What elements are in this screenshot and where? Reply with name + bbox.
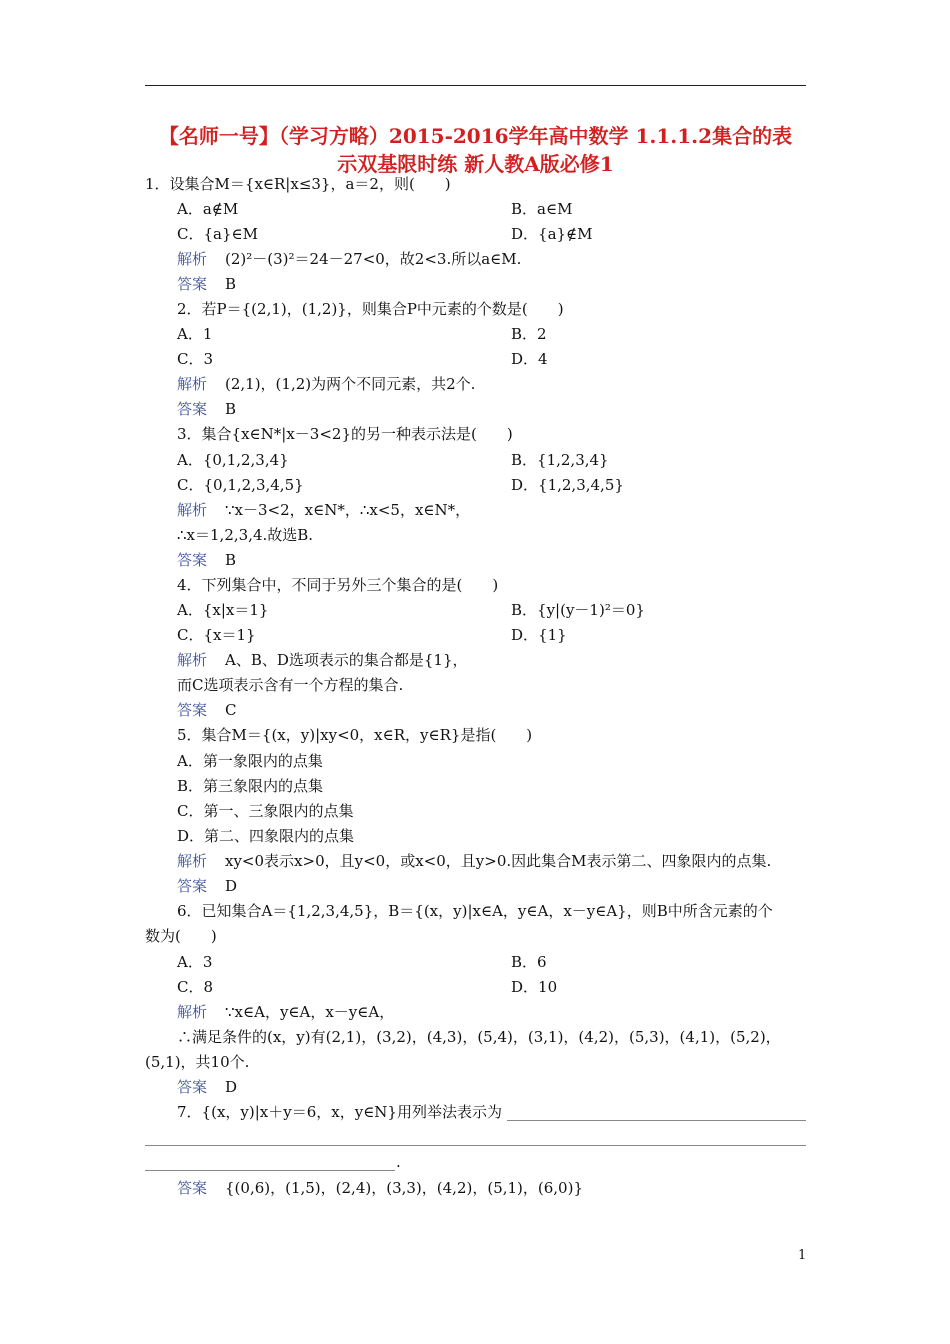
q5-option-b: B．第三象限内的点集 (177, 777, 324, 795)
q2-answer-text: B (225, 400, 237, 418)
q1-stem: 1．设集合M＝{x∈R|x≤3}，a＝2，则( ) (145, 175, 451, 193)
q5-stem: 5．集合M＝{(x，y)|xy<0，x∈R，y∈R}是指( ) (177, 726, 533, 744)
q6-option-a: A．3 (177, 953, 213, 971)
q3-answer (177, 548, 236, 572)
answer-blank-line-2 (145, 1145, 806, 1146)
analysis-label: 解析 (177, 852, 208, 870)
q2-analysis (177, 372, 475, 396)
q7-answer (177, 1176, 583, 1200)
q6-answer (177, 1075, 237, 1099)
q6-analysis (177, 1000, 394, 1024)
q6-stem: 6．已知集合A＝{1,2,3,4,5}，B＝{(x，y)|x∈A，y∈A，x－y∈A}，则B中所含元素的个 (177, 902, 773, 920)
header-rule (145, 85, 806, 86)
q5-answer (177, 874, 237, 898)
analysis-label: 解析 (177, 651, 208, 669)
q2-option-b: B．2 (511, 325, 547, 343)
q4-option-c: C．{x＝1} (177, 626, 256, 644)
q1-option-b: B．a∈M (511, 200, 573, 218)
q2-option-d: D．4 (511, 350, 548, 368)
q3-analysis-line-2: ∴x＝1,2,3,4.故选B. (177, 526, 314, 544)
q6-analysis-text: ∵x∈A，y∈A，x－y∈A， (225, 1003, 395, 1021)
q1-analysis (177, 247, 521, 271)
q1-analysis-text: (2)²－(3)²＝24－27<0，故2<3.所以a∈M. (225, 250, 522, 268)
q7-end-period: . (396, 1153, 401, 1171)
q6-stem-line-2: 数为( ) (145, 927, 217, 945)
q5-analysis-text: xy<0表示x>0，且y<0，或x<0，且y>0.因此集合M表示第二、四象限内的点集. (225, 852, 772, 870)
document-title (145, 122, 806, 178)
q3-option-c: C．{0,1,2,3,4,5} (177, 476, 304, 494)
q2-analysis-text: (2,1)，(1,2)为两个不同元素，共2个. (225, 375, 476, 393)
q1-option-d: D．{a}∉M (511, 225, 593, 243)
q4-answer (177, 698, 236, 722)
analysis-label: 解析 (177, 501, 208, 519)
q1-answer-text: B (225, 275, 237, 293)
answer-blank-line-3 (145, 1170, 395, 1171)
title-line-1: 【名师一号】（学习方略）2015-2016学年高中数学 1.1.1.2集合的表 (158, 124, 793, 148)
q4-option-b: B．{y|(y－1)²＝0} (511, 601, 645, 619)
answer-label: 答案 (177, 551, 208, 569)
q2-answer (177, 397, 236, 421)
answer-label: 答案 (177, 701, 208, 719)
q2-stem: 2．若P＝{(2,1)，(1,2)}，则集合P中元素的个数是( ) (177, 300, 564, 318)
q4-analysis-line-2: 而C选项表示含有一个方程的集合. (177, 676, 404, 694)
q7-answer-text: {(0,6)，(1,5)，(2,4)，(3,3)，(4,2)，(5,1)，(6,0)} (225, 1179, 584, 1197)
q5-answer-text: D (225, 877, 238, 895)
q1-option-c: C．{a}∈M (177, 225, 258, 243)
title-line-2: 示双基限时练 新人教A版必修1 (337, 152, 614, 176)
q5-option-d: D．第二、四象限内的点集 (177, 827, 355, 845)
answer-label: 答案 (177, 877, 208, 895)
q7-stem: 7．{(x，y)|x＋y＝6，x，y∈N}用列举法表示为 (177, 1103, 502, 1121)
answer-label: 答案 (177, 400, 208, 418)
analysis-label: 解析 (177, 1003, 208, 1021)
q6-analysis-line-3: (5,1)，共10个. (145, 1053, 250, 1071)
q3-analysis-text: ∵x－3<2，x∈N*，∴x<5，x∈N*， (225, 501, 471, 519)
q6-option-b: B．6 (511, 953, 547, 971)
q3-analysis (177, 498, 470, 522)
q4-stem: 4．下列集合中，不同于另外三个集合的是( ) (177, 576, 499, 594)
q2-option-a: A．1 (177, 325, 213, 343)
q4-analysis-text: A、B、D选项表示的集合都是{1}， (225, 651, 468, 669)
answer-label: 答案 (177, 1078, 208, 1096)
answer-blank-line-1 (507, 1120, 806, 1121)
q6-option-c: C．8 (177, 978, 214, 996)
q6-option-d: D．10 (511, 978, 558, 996)
q3-answer-text: B (225, 551, 237, 569)
answer-label: 答案 (177, 1179, 208, 1197)
q5-option-a: A．第一象限内的点集 (177, 752, 323, 770)
q4-option-d: D．{1} (511, 626, 567, 644)
q5-option-c: C．第一、三象限内的点集 (177, 802, 354, 820)
q4-option-a: A．{x|x＝1} (177, 601, 269, 619)
q2-option-c: C．3 (177, 350, 214, 368)
analysis-label: 解析 (177, 250, 208, 268)
analysis-label: 解析 (177, 375, 208, 393)
q5-analysis (177, 849, 771, 873)
page-number: 1 (798, 1248, 807, 1263)
q6-analysis-line-2: ∴满足条件的(x，y)有(2,1)，(3,2)，(4,3)，(5,4)，(3,1)，(4,2)，(5,3)，(4,1)，(5,2)， (177, 1028, 781, 1046)
q3-option-b: B．{1,2,3,4} (511, 451, 609, 469)
q4-answer-text: C (225, 701, 237, 719)
q3-option-d: D．{1,2,3,4,5} (511, 476, 624, 494)
q4-analysis (177, 648, 468, 672)
answer-label: 答案 (177, 275, 208, 293)
q3-option-a: A．{0,1,2,3,4} (177, 451, 289, 469)
q1-answer (177, 272, 236, 296)
q6-answer-text: D (225, 1078, 238, 1096)
q3-stem: 3．集合{x∈N*|x－3<2}的另一种表示法是( ) (177, 425, 513, 443)
q1-option-a: A．a∉M (177, 200, 239, 218)
